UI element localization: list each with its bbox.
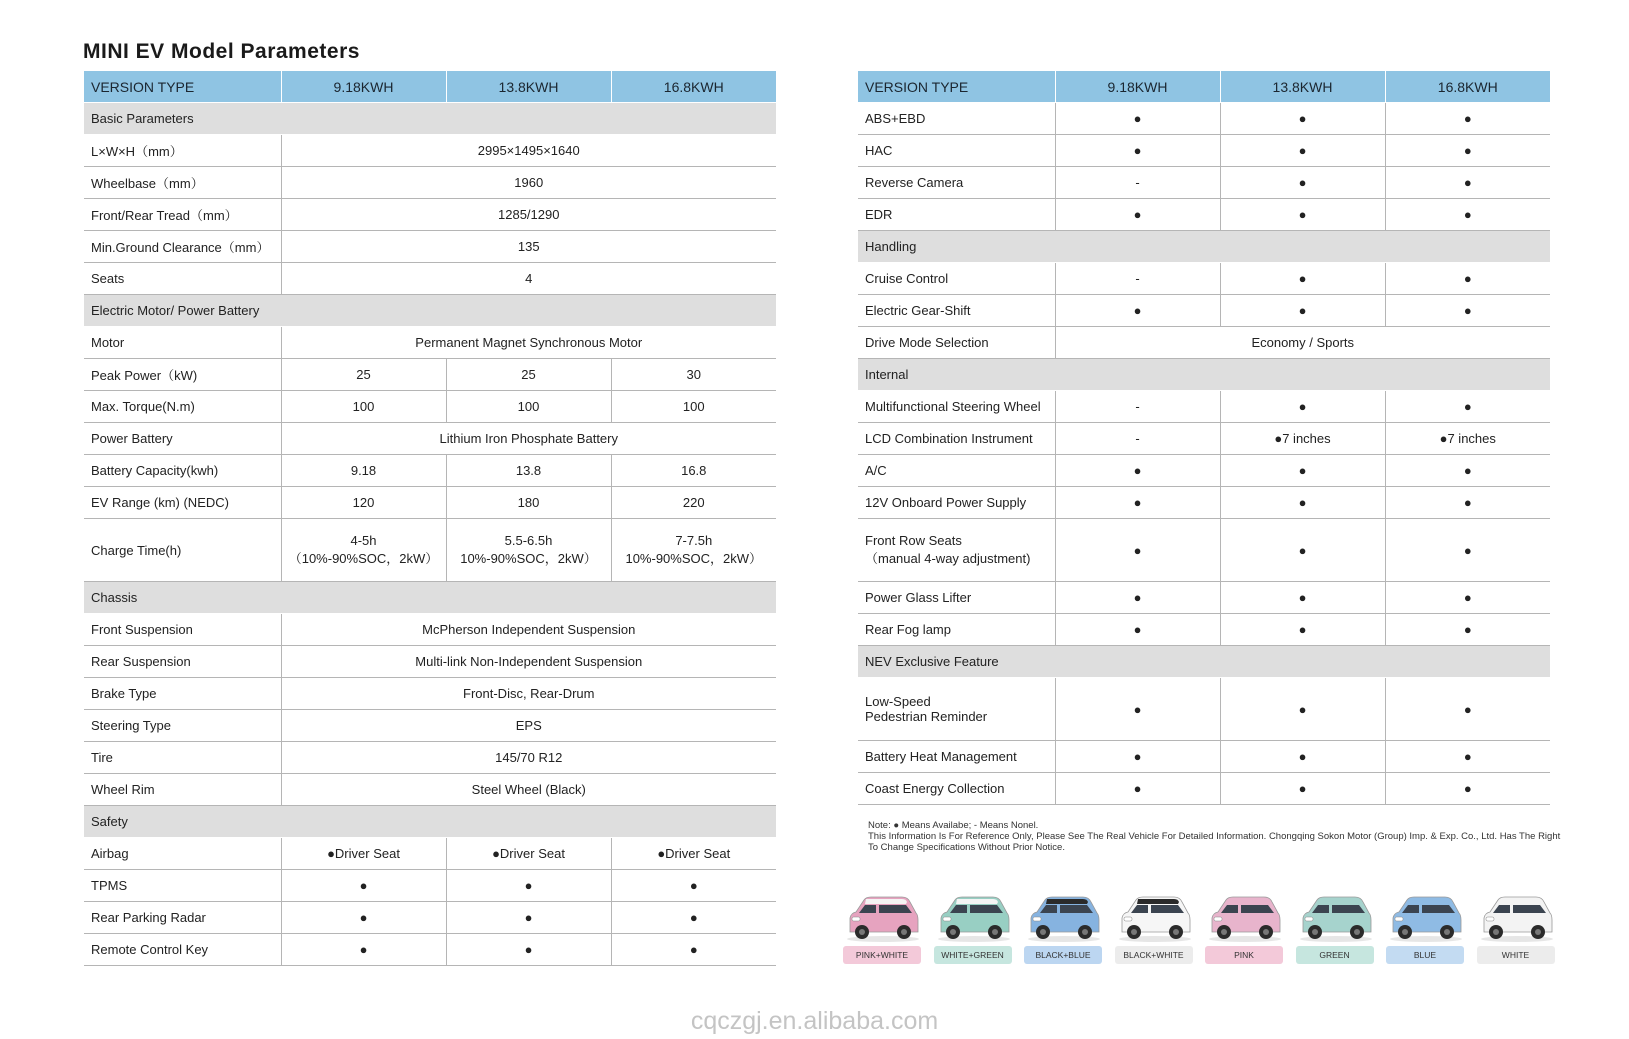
spec-row bbox=[858, 199, 1550, 231]
spec-value: 5.5-6.5h 10%-90%SOC，2kW） bbox=[446, 519, 611, 582]
spec-value: ● bbox=[1055, 455, 1220, 487]
spec-value: 30 bbox=[611, 359, 776, 391]
spec-row bbox=[858, 423, 1550, 455]
spec-row bbox=[84, 391, 776, 423]
color-label: GREEN bbox=[1296, 946, 1374, 964]
section-row bbox=[858, 646, 1550, 678]
spec-label: Rear Fog lamp bbox=[858, 614, 1055, 646]
spec-value: ●Driver Seat bbox=[611, 838, 776, 870]
spec-label: EDR bbox=[858, 199, 1055, 231]
spec-label: HAC bbox=[858, 135, 1055, 167]
header-cell: VERSION TYPE bbox=[84, 71, 281, 103]
car-image bbox=[931, 892, 1017, 944]
spec-label: Battery Capacity(kwh) bbox=[84, 455, 281, 487]
spec-value: ● bbox=[1220, 678, 1385, 741]
spec-value: ● bbox=[1220, 167, 1385, 199]
spec-label: Charge Time(h) bbox=[84, 519, 281, 582]
spec-row bbox=[858, 295, 1550, 327]
spec-value: ● bbox=[1055, 103, 1220, 135]
section-row bbox=[84, 103, 776, 135]
spec-value: ● bbox=[1220, 391, 1385, 423]
spec-row bbox=[84, 423, 776, 455]
spec-row bbox=[858, 167, 1550, 199]
spec-value: ● bbox=[1220, 103, 1385, 135]
spec-value: 16.8 bbox=[611, 455, 776, 487]
spec-row bbox=[84, 135, 776, 167]
spec-value: ● bbox=[1055, 741, 1220, 773]
spec-value: ● bbox=[1385, 295, 1550, 327]
spec-row bbox=[858, 741, 1550, 773]
spec-label: Tire bbox=[84, 742, 281, 774]
spec-row bbox=[84, 455, 776, 487]
spec-row bbox=[84, 487, 776, 519]
spec-label: ABS+EBD bbox=[858, 103, 1055, 135]
spec-value: ● bbox=[1385, 487, 1550, 519]
spec-label: Front/Rear Tread（mm） bbox=[84, 199, 281, 231]
car-image bbox=[840, 892, 926, 944]
spec-value: ● bbox=[446, 902, 611, 934]
spec-label: Cruise Control bbox=[858, 263, 1055, 295]
spec-row bbox=[84, 774, 776, 806]
spec-value: ● bbox=[1220, 295, 1385, 327]
color-label: PINK bbox=[1205, 946, 1283, 964]
color-options bbox=[840, 892, 1570, 972]
spec-row bbox=[84, 199, 776, 231]
spec-value: - bbox=[1055, 423, 1220, 455]
spec-value: 9.18 bbox=[281, 455, 446, 487]
spec-row bbox=[858, 614, 1550, 646]
color-label: WHITE+GREEN bbox=[934, 946, 1012, 964]
section-row bbox=[84, 582, 776, 614]
spec-value: ● bbox=[1055, 135, 1220, 167]
spec-value: - bbox=[1055, 167, 1220, 199]
spec-value: ● bbox=[1385, 167, 1550, 199]
spec-value: 25 bbox=[446, 359, 611, 391]
spec-value: ● bbox=[1055, 614, 1220, 646]
spec-row bbox=[84, 742, 776, 774]
header-cell: 9.18KWH bbox=[281, 71, 446, 103]
spec-value: 135 bbox=[281, 231, 776, 263]
spec-label: Drive Mode Selection bbox=[858, 327, 1055, 359]
spec-table-right bbox=[858, 71, 1550, 805]
spec-row bbox=[84, 870, 776, 902]
spec-label: Front Row Seats （manual 4-way adjustment) bbox=[858, 519, 1055, 582]
spec-value: 7-7.5h 10%-90%SOC，2kW） bbox=[611, 519, 776, 582]
color-option-pink-white bbox=[840, 892, 926, 972]
spec-value: ● bbox=[1055, 582, 1220, 614]
spec-label: EV Range (km) (NEDC) bbox=[84, 487, 281, 519]
spec-value: 100 bbox=[446, 391, 611, 423]
spec-label: Rear Parking Radar bbox=[84, 902, 281, 934]
spec-row bbox=[84, 646, 776, 678]
color-option-blue bbox=[1383, 892, 1469, 972]
spec-value: - bbox=[1055, 391, 1220, 423]
spec-row bbox=[84, 263, 776, 295]
note-disclaimer: This Information Is For Reference Only, Please See The Real Vehicle For Detailed Information. Chongqing Sokon Motor (Group) Imp. & Exp. Co., Ltd. Has The Right To Change Specifications Without Prior Notice. bbox=[868, 831, 1561, 853]
spec-row bbox=[84, 902, 776, 934]
spec-label: 12V Onboard Power Supply bbox=[858, 487, 1055, 519]
section-title-basic-parameters: Basic Parameters bbox=[84, 103, 776, 135]
section-row bbox=[84, 806, 776, 838]
spec-label: L×W×H（mm） bbox=[84, 135, 281, 167]
spec-row bbox=[84, 327, 776, 359]
spec-value: Front-Disc, Rear-Drum bbox=[281, 678, 776, 710]
spec-value: ● bbox=[1385, 103, 1550, 135]
car-image bbox=[1112, 892, 1198, 944]
spec-value: 145/70 R12 bbox=[281, 742, 776, 774]
spec-value: ● bbox=[1385, 773, 1550, 805]
spec-value: Economy / Sports bbox=[1055, 327, 1550, 359]
spec-value: 13.8 bbox=[446, 455, 611, 487]
spec-value: ● bbox=[1385, 199, 1550, 231]
spec-value: 120 bbox=[281, 487, 446, 519]
color-option-white bbox=[1474, 892, 1560, 972]
section-title-handling: Handling bbox=[858, 231, 1550, 263]
spec-table-left bbox=[84, 71, 776, 966]
header-cell: 16.8KWH bbox=[1385, 71, 1550, 103]
spec-row bbox=[84, 614, 776, 646]
spec-label: Steering Type bbox=[84, 710, 281, 742]
spec-value: ● bbox=[1220, 487, 1385, 519]
spec-label: Wheel Rim bbox=[84, 774, 281, 806]
spec-value: 180 bbox=[446, 487, 611, 519]
section-title-internal: Internal bbox=[858, 359, 1550, 391]
spec-value: ● bbox=[281, 934, 446, 966]
spec-value: ● bbox=[1055, 773, 1220, 805]
header-cell: 13.8KWH bbox=[1220, 71, 1385, 103]
color-option-black-blue bbox=[1021, 892, 1107, 972]
spec-row bbox=[858, 678, 1550, 741]
section-title-nev-exclusive-feature: NEV Exclusive Feature bbox=[858, 646, 1550, 678]
spec-value: 4 bbox=[281, 263, 776, 295]
spec-label: Battery Heat Management bbox=[858, 741, 1055, 773]
section-title-chassis: Chassis bbox=[84, 582, 776, 614]
spec-value: ● bbox=[1220, 741, 1385, 773]
header-cell: VERSION TYPE bbox=[858, 71, 1055, 103]
section-row bbox=[858, 231, 1550, 263]
spec-value: ●7 inches bbox=[1385, 423, 1550, 455]
header-row bbox=[858, 71, 1550, 103]
car-image bbox=[1021, 892, 1107, 944]
spec-value: ● bbox=[1220, 582, 1385, 614]
spec-row bbox=[858, 455, 1550, 487]
spec-label: Wheelbase（mm） bbox=[84, 167, 281, 199]
spec-value: ● bbox=[1055, 487, 1220, 519]
spec-label: Power Glass Lifter bbox=[858, 582, 1055, 614]
spec-row bbox=[858, 582, 1550, 614]
spec-label: Reverse Camera bbox=[858, 167, 1055, 199]
spec-value: ● bbox=[1385, 741, 1550, 773]
header-cell: 16.8KWH bbox=[611, 71, 776, 103]
spec-row bbox=[84, 167, 776, 199]
header-cell: 13.8KWH bbox=[446, 71, 611, 103]
car-image bbox=[1202, 892, 1288, 944]
spec-value: 4-5h （10%-90%SOC，2kW） bbox=[281, 519, 446, 582]
spec-value: Steel Wheel (Black) bbox=[281, 774, 776, 806]
spec-value: ● bbox=[1220, 263, 1385, 295]
section-row bbox=[84, 295, 776, 327]
spec-value: ● bbox=[1055, 519, 1220, 582]
spec-value: 100 bbox=[611, 391, 776, 423]
spec-value: Multi-link Non-Independent Suspension bbox=[281, 646, 776, 678]
spec-value: ● bbox=[281, 902, 446, 934]
spec-row bbox=[858, 519, 1550, 582]
spec-value: 1285/1290 bbox=[281, 199, 776, 231]
spec-value: - bbox=[1055, 263, 1220, 295]
section-row bbox=[858, 359, 1550, 391]
spec-row bbox=[84, 838, 776, 870]
footnote bbox=[868, 820, 1568, 853]
spec-row bbox=[858, 327, 1550, 359]
spec-label: LCD Combination Instrument bbox=[858, 423, 1055, 455]
spec-label: Multifunctional Steering Wheel bbox=[858, 391, 1055, 423]
color-label: PINK+WHITE bbox=[843, 946, 921, 964]
spec-row bbox=[858, 391, 1550, 423]
spec-value: ●Driver Seat bbox=[281, 838, 446, 870]
spec-label: Brake Type bbox=[84, 678, 281, 710]
spec-value: EPS bbox=[281, 710, 776, 742]
spec-value: ● bbox=[611, 902, 776, 934]
spec-label: Motor bbox=[84, 327, 281, 359]
spec-value: ● bbox=[446, 870, 611, 902]
spec-value: ● bbox=[1385, 582, 1550, 614]
spec-label: Low-Speed Pedestrian Reminder bbox=[858, 678, 1055, 741]
spec-value: ● bbox=[611, 870, 776, 902]
spec-label: TPMS bbox=[84, 870, 281, 902]
spec-label: Max. Torque(N.m) bbox=[84, 391, 281, 423]
spec-value: ● bbox=[1385, 391, 1550, 423]
spec-value: ● bbox=[1220, 773, 1385, 805]
spec-value: ● bbox=[1220, 135, 1385, 167]
note-legend: Note: ● Means Availabe; - Means Nonel. bbox=[868, 820, 1039, 831]
car-image bbox=[1293, 892, 1379, 944]
spec-value: ● bbox=[1220, 455, 1385, 487]
spec-value: ● bbox=[1385, 614, 1550, 646]
color-option-pink bbox=[1202, 892, 1288, 972]
color-option-black-white bbox=[1112, 892, 1198, 972]
spec-label: Coast Energy Collection bbox=[858, 773, 1055, 805]
spec-row bbox=[858, 103, 1550, 135]
spec-value: ● bbox=[281, 870, 446, 902]
color-option-white-green bbox=[931, 892, 1017, 972]
spec-value: ● bbox=[1220, 614, 1385, 646]
spec-value: ● bbox=[1220, 519, 1385, 582]
spec-value: ● bbox=[1385, 678, 1550, 741]
spec-value: ●7 inches bbox=[1220, 423, 1385, 455]
spec-row bbox=[84, 710, 776, 742]
spec-value: ● bbox=[1385, 455, 1550, 487]
spec-value: Lithium Iron Phosphate Battery bbox=[281, 423, 776, 455]
car-image bbox=[1383, 892, 1469, 944]
spec-value: ●Driver Seat bbox=[446, 838, 611, 870]
spec-label: Peak Power（kW) bbox=[84, 359, 281, 391]
spec-label: Electric Gear-Shift bbox=[858, 295, 1055, 327]
spec-row bbox=[858, 263, 1550, 295]
page-title: MINI EV Model Parameters bbox=[83, 40, 360, 63]
spec-label: Seats bbox=[84, 263, 281, 295]
spec-row bbox=[84, 231, 776, 263]
spec-label: Airbag bbox=[84, 838, 281, 870]
spec-label: Min.Ground Clearance（mm） bbox=[84, 231, 281, 263]
spec-row bbox=[84, 359, 776, 391]
spec-row bbox=[858, 135, 1550, 167]
spec-row bbox=[858, 487, 1550, 519]
spec-label: Front Suspension bbox=[84, 614, 281, 646]
spec-row bbox=[858, 773, 1550, 805]
spec-value: ● bbox=[1220, 199, 1385, 231]
spec-value: ● bbox=[1055, 678, 1220, 741]
spec-label: Remote Control Key bbox=[84, 934, 281, 966]
section-title-safety: Safety bbox=[84, 806, 776, 838]
spec-label: Rear Suspension bbox=[84, 646, 281, 678]
spec-value: McPherson Independent Suspension bbox=[281, 614, 776, 646]
spec-value: 2995×1495×1640 bbox=[281, 135, 776, 167]
section-title-electric-motor-power-battery: Electric Motor/ Power Battery bbox=[84, 295, 776, 327]
color-option-green bbox=[1293, 892, 1379, 972]
spec-value: 220 bbox=[611, 487, 776, 519]
spec-value: ● bbox=[1385, 135, 1550, 167]
spec-value: ● bbox=[1385, 519, 1550, 582]
spec-row bbox=[84, 678, 776, 710]
spec-value: ● bbox=[1385, 263, 1550, 295]
spec-value: 25 bbox=[281, 359, 446, 391]
color-label: WHITE bbox=[1477, 946, 1555, 964]
color-label: BLACK+BLUE bbox=[1024, 946, 1102, 964]
header-cell: 9.18KWH bbox=[1055, 71, 1220, 103]
color-label: BLUE bbox=[1386, 946, 1464, 964]
spec-value: ● bbox=[611, 934, 776, 966]
spec-row bbox=[84, 519, 776, 582]
spec-value: 100 bbox=[281, 391, 446, 423]
spec-label: Power Battery bbox=[84, 423, 281, 455]
spec-value: ● bbox=[1055, 199, 1220, 231]
spec-value: ● bbox=[446, 934, 611, 966]
spec-row bbox=[84, 934, 776, 966]
color-label: BLACK+WHITE bbox=[1115, 946, 1193, 964]
spec-label: A/C bbox=[858, 455, 1055, 487]
spec-value: Permanent Magnet Synchronous Motor bbox=[281, 327, 776, 359]
header-row bbox=[84, 71, 776, 103]
car-image bbox=[1474, 892, 1560, 944]
watermark: cqczgj.en.alibaba.com bbox=[690, 1007, 939, 1035]
spec-value: 1960 bbox=[281, 167, 776, 199]
spec-value: ● bbox=[1055, 295, 1220, 327]
